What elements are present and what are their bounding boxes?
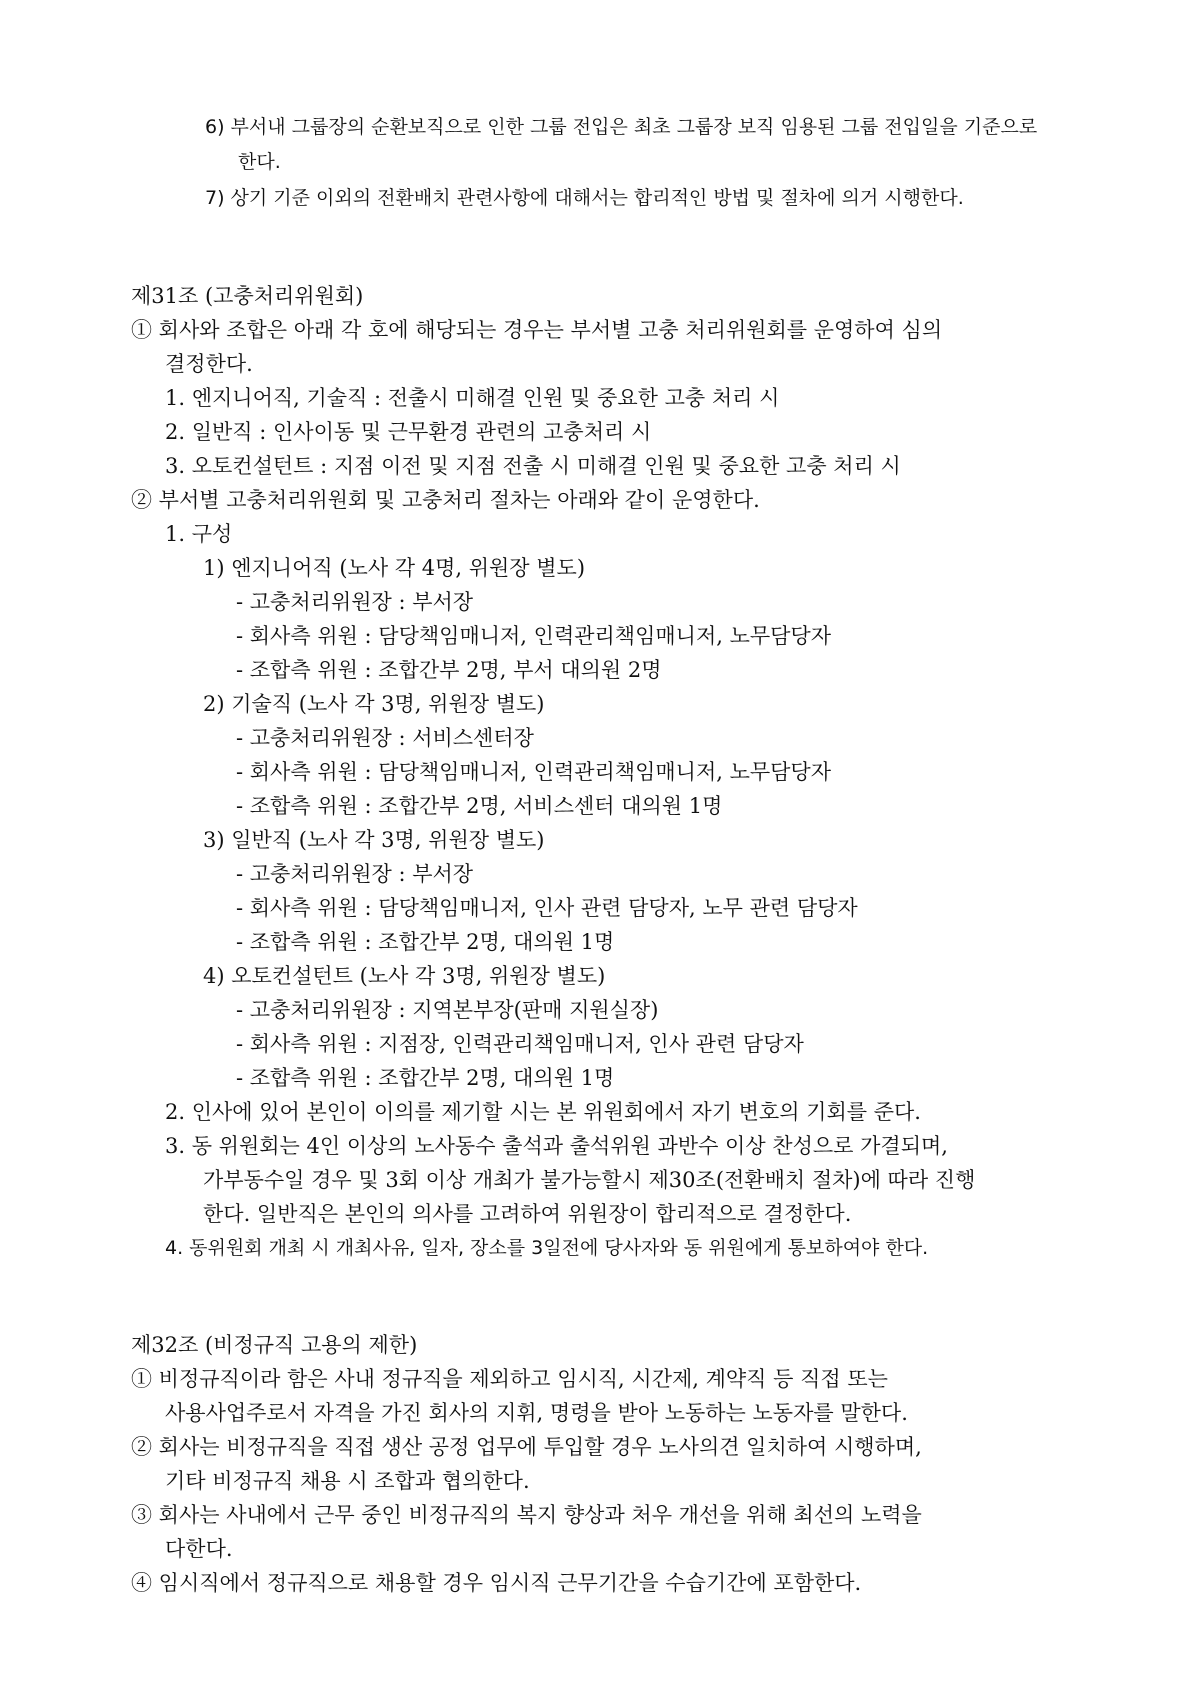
art31-para1-item2: 2. 일반직 : 인사이동 및 근무환경 관련의 고충처리 시: [165, 420, 652, 444]
art32-para3-line2: 다한다.: [165, 1537, 233, 1561]
group-1-head: 1) 엔지니어직 (노사 각 4명, 위원장 별도): [203, 556, 586, 580]
art31-item3-line1: 3. 동 위원회는 4인 이상의 노사동수 출석과 출석위원 과반수 이상 찬성으로 가결되며,: [165, 1134, 948, 1158]
art32-para4: ④ 임시직에서 정규직으로 채용할 경우 임시직 근무기간을 수습기간에 포함한다.: [131, 1571, 862, 1595]
group-3-line: - 고충처리위원장 : 부서장: [236, 862, 474, 886]
group-1-line: - 회사측 위원 : 담당책임매니저, 인력관리책임매니저, 노무담당자: [236, 624, 832, 648]
group-2-line: - 조합측 위원 : 조합간부 2명, 서비스센터 대의원 1명: [236, 794, 723, 818]
item-6-line-2: 한다.: [238, 151, 281, 173]
art31-para1-item1: 1. 엔지니어직, 기술직 : 전출시 미해결 인원 및 중요한 고충 처리 시: [165, 386, 780, 410]
art31-para2: ② 부서별 고충처리위원회 및 고충처리 절차는 아래와 같이 운영한다.: [131, 488, 760, 512]
group-4-head: 4) 오토컨설턴트 (노사 각 3명, 위원장 별도): [203, 964, 606, 988]
art31-para1-line1: ① 회사와 조합은 아래 각 호에 해당되는 경우는 부서별 고충 처리위원회를 운영하여 심의: [131, 318, 943, 342]
group-4-line: - 회사측 위원 : 지점장, 인력관리책임매니저, 인사 관련 담당자: [236, 1032, 804, 1056]
group-2-head: 2) 기술직 (노사 각 3명, 위원장 별도): [203, 692, 545, 716]
art31-para1-item3: 3. 오토컨설턴트 : 지점 이전 및 지점 전출 시 미해결 인원 및 중요한 고충 처리 시: [165, 454, 901, 478]
art32-para1-line1: ① 비정규직이라 함은 사내 정규직을 제외하고 임시직, 시간제, 계약직 등 직접 또는: [131, 1367, 888, 1391]
group-2-line: - 고충처리위원장 : 서비스센터장: [236, 726, 534, 750]
art31-item4: 4. 동위원회 개최 시 개최사유, 일자, 장소를 3일전에 당사자와 동 위원에게 통보하여야 한다.: [165, 1237, 929, 1259]
art31-item1: 1. 구성: [165, 522, 233, 546]
art31-item3-line3: 한다. 일반직은 본인의 의사를 고려하여 위원장이 합리적으로 결정한다.: [203, 1202, 852, 1226]
art32-para3-line1: ③ 회사는 사내에서 근무 중인 비정규직의 복지 향상과 처우 개선을 위해 최선의 노력을: [131, 1503, 922, 1527]
item-6-line-1: 6) 부서내 그룹장의 순환보직으로 인한 그룹 전입은 최초 그룹장 보직 임용된 그룹 전입일을 기준으로: [205, 116, 1038, 138]
group-2-line: - 회사측 위원 : 담당책임매니저, 인력관리책임매니저, 노무담당자: [236, 760, 832, 784]
article-31-title: 제31조 (고충처리위원회): [131, 284, 364, 308]
group-1-line: - 조합측 위원 : 조합간부 2명, 부서 대의원 2명: [236, 658, 662, 682]
art32-para1-line2: 사용사업주로서 자격을 가진 회사의 지휘, 명령을 받아 노동하는 노동자를 말한다.: [165, 1401, 908, 1425]
group-3-head: 3) 일반직 (노사 각 3명, 위원장 별도): [203, 828, 545, 852]
group-4-line: - 조합측 위원 : 조합간부 2명, 대의원 1명: [236, 1066, 615, 1090]
group-3-line: - 조합측 위원 : 조합간부 2명, 대의원 1명: [236, 930, 615, 954]
art31-para1-line2: 결정한다.: [165, 352, 253, 376]
group-1-line: - 고충처리위원장 : 부서장: [236, 590, 474, 614]
group-4-line: - 고충처리위원장 : 지역본부장(판매 지원실장): [236, 998, 659, 1022]
art32-para2-line1: ② 회사는 비정규직을 직접 생산 공정 업무에 투입할 경우 노사의견 일치하여 시행하며,: [131, 1435, 922, 1459]
article-32-title: 제32조 (비정규직 고용의 제한): [131, 1333, 418, 1357]
art31-item2: 2. 인사에 있어 본인이 이의를 제기할 시는 본 위원회에서 자기 변호의 기회를 준다.: [165, 1100, 921, 1124]
art31-item3-line2: 가부동수일 경우 및 3회 이상 개최가 불가능할시 제30조(전환배치 절차)에 따라 진행: [203, 1168, 976, 1192]
art32-para2-line2: 기타 비정규직 채용 시 조합과 협의한다.: [165, 1469, 530, 1493]
group-3-line: - 회사측 위원 : 담당책임매니저, 인사 관련 담당자, 노무 관련 담당자: [236, 896, 858, 920]
item-7: 7) 상기 기준 이외의 전환배치 관련사항에 대해서는 합리적인 방법 및 절차에 의거 시행한다.: [205, 187, 964, 209]
